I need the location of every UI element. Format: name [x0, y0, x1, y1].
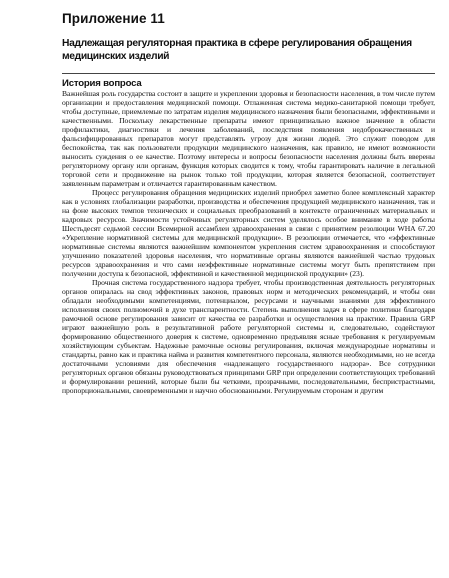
paragraph: Прочная система государственного надзора требует, чтобы производственная деятельность регуляторных органов опиралась на свод эффективных законов, правовых норм и методических рекомендаций, и чтобы они обладали необходимыми компетенциями, потенциалом, ресурсами и научными знаниями для эффективного исполнения своих полномочий в духе транспарентности. Степень выполнения задач в сфере политики благодаря рамочной основе регулирования зависит от качества ее разработки и осуществления на практике. Правила GRP играют важнейшую роль в результативной работе регуляторной системы и, следовательно, содействуют формированию общественного доверия к системе, одновременно предъявляя ясные требования к регулируемым хозяйствующим субъектам. Надежные рамочные основы регулирования, включая международные нормативы и стандарты, равно как и практика найма и развития компетентного персонала, являются необходимыми, но не всегда достаточными условиями для обеспечения «надлежащего государственного надзора». Все сотрудники регуляторных органов обязаны руководствоваться принципами GRP при определении соответствующих требований и формулировании решений, которые были бы четкими, прозрачными, последовательными, беспристрастными, пропорциональными, своевременными и научно обоснованными. Регулируемым сторонам и другим [62, 278, 435, 395]
document-title: Надлежащая регуляторная практика в сфере регулирования обращения медицинских изделий [62, 38, 435, 74]
section-heading: История вопроса [62, 78, 142, 89]
paragraph: Важнейшая роль государства состоит в защите и укреплении здоровья и безопасности населения, в том числе путем организации и предоставления медицинской помощи. Отлаженная система медико-санитарной помощи требует, чтобы доступные, приемлемые по затратам изделия медицинского назначения были безопасными, эффективными и качественными. Поскольку лекарственные препараты имеют принципиально важное значение в области профилактики, диагностики и лечения заболеваний, последствия появления недоброкачественных и фальсифицированных препаратов могут представлять угрозу для жизни людей. Это служит поводом для беспокойства, так как пользователи продукции медицинского назначения, как правило, не имеют возможности выносить суждения о ее качестве. Поэтому интересы и вопросы безопасности населения должны быть вверены регуляторному органу или органам, функция которых сводится к тому, чтобы гарантировать наличие в легальной торговой сети и продвижение на рынок только той продукции, которая является безопасной, соответствует заявленным параметрам и отличается гарантированным качеством. [62, 89, 435, 188]
appendix-title: Приложение 11 [62, 11, 165, 26]
body-text [62, 89, 435, 395]
paragraph: Процесс регулирования обращения медицинских изделий приобрел заметно более комплексный характер как в условиях глобализации разработки, производства и обеспечения продукцией медицинского назначения, так и на фоне высоких темпов технических и социальных преобразований в контексте ограниченных материальных и кадровых ресурсов. Значимости устойчивых регуляторных систем уделялось особое внимание в ходе работы Шестьдесят седьмой сессии Всемирной ассамблеи здравоохранения в связи с принятием резолюции WHA 67.20 «Укрепление нормативной системы для медицинской продукции». В резолюции отмечается, что «эффективные нормативные системы являются важнейшим компонентом укрепления систем здравоохранения и способствуют улучшению показателей здоровья населения, что нормативные органы являются важнейшей частью трудовых ресурсов здравоохранения и что сами неэффективные нормативные системы могут быть препятствием при получении доступа к безопасной, эффективной и качественной медицинской продукции» (23). [62, 188, 435, 278]
